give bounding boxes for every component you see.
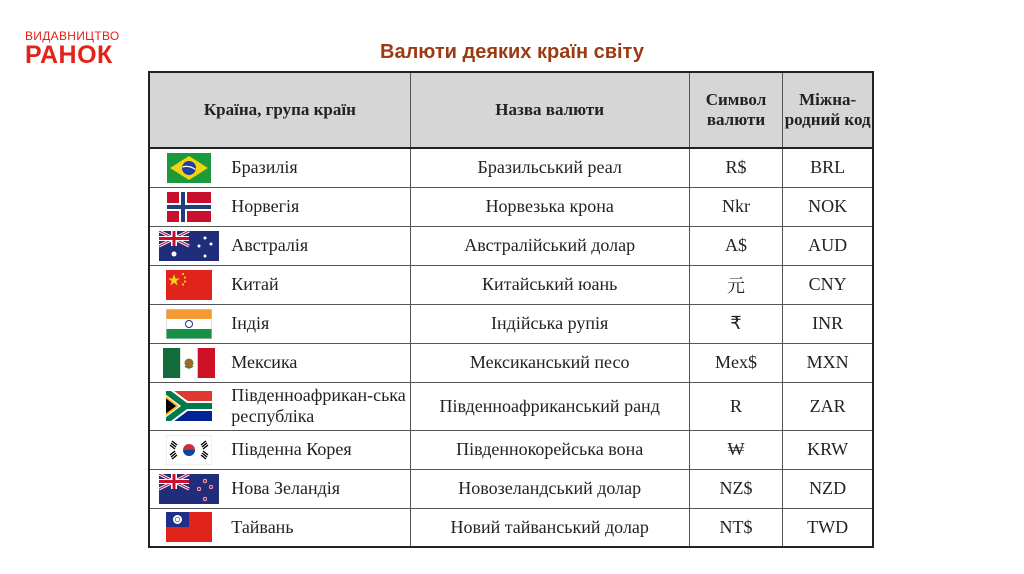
table-header-row (149, 72, 873, 148)
country-name: Південноафрикан-ська республіка (227, 382, 410, 430)
currency-symbol: NT$ (689, 508, 783, 547)
india-flag-icon (166, 309, 212, 339)
flag-cell (149, 148, 227, 187)
south-africa-flag-icon (166, 391, 212, 421)
country-name: Китай (227, 265, 410, 304)
page-title: Валюти деяких країн світу (380, 41, 644, 63)
currency-name: Новий тайванський долар (410, 508, 689, 547)
currency-name: Південнокорейська вона (410, 430, 689, 469)
table-row (149, 265, 873, 304)
currency-name: Китайський юань (410, 265, 689, 304)
currency-symbol: NZ$ (689, 469, 783, 508)
currency-name: Індійська рупія (410, 304, 689, 343)
country-name: Австралія (227, 226, 410, 265)
currency-name: Мексиканський песо (410, 343, 689, 382)
brazil-flag-icon (167, 153, 211, 183)
currency-code: MXN (783, 343, 873, 382)
table-row (149, 148, 873, 187)
currency-symbol: R (689, 382, 783, 430)
header-symbol: Символ валюти (689, 72, 783, 148)
currency-code: INR (783, 304, 873, 343)
currency-symbol: Nkr (689, 187, 783, 226)
currency-name: Норвезька крона (410, 187, 689, 226)
table-row (149, 430, 873, 469)
currency-code: KRW (783, 430, 873, 469)
flag-cell (149, 304, 227, 343)
china-flag-icon (166, 270, 212, 300)
currency-code: TWD (783, 508, 873, 547)
flag-cell (149, 469, 227, 508)
currency-name: Південноафриканський ранд (410, 382, 689, 430)
table-row (149, 469, 873, 508)
table-row (149, 382, 873, 430)
currency-name: Бразильський реал (410, 148, 689, 187)
currency-symbol: ₹ (689, 304, 783, 343)
table-row (149, 226, 873, 265)
logo-main-text: РАНОК (25, 41, 113, 69)
country-name: Індія (227, 304, 410, 343)
currency-code: NOK (783, 187, 873, 226)
table-row (149, 508, 873, 547)
flag-cell (149, 508, 227, 547)
country-name: Норвегія (227, 187, 410, 226)
australia-flag-icon (159, 231, 219, 261)
currency-name: Австралійський долар (410, 226, 689, 265)
currency-code: BRL (783, 148, 873, 187)
country-name: Нова Зеландія (227, 469, 410, 508)
flag-cell (149, 430, 227, 469)
flag-cell (149, 226, 227, 265)
norway-flag-icon (167, 192, 211, 222)
currency-symbol: R$ (689, 148, 783, 187)
currency-symbol: 元 (689, 265, 783, 304)
currency-code: CNY (783, 265, 873, 304)
new-zealand-flag-icon (159, 474, 219, 504)
taiwan-flag-icon (166, 512, 212, 542)
currency-table (148, 71, 874, 548)
logo-top-text: ВИДАВНИЦТВО (25, 29, 120, 43)
south-korea-flag-icon (166, 435, 212, 465)
currency-symbol: ₩ (689, 430, 783, 469)
table-row (149, 187, 873, 226)
currency-code: ZAR (783, 382, 873, 430)
flag-cell (149, 343, 227, 382)
currency-code: AUD (783, 226, 873, 265)
currency-name: Новозеландський долар (410, 469, 689, 508)
currency-symbol: A$ (689, 226, 783, 265)
flag-cell (149, 265, 227, 304)
table-row (149, 304, 873, 343)
country-name: Південна Корея (227, 430, 410, 469)
header-currency: Назва валюти (410, 72, 689, 148)
country-name: Мексика (227, 343, 410, 382)
header-code: Міжна-родний код (783, 72, 873, 148)
currency-symbol: Mex$ (689, 343, 783, 382)
flag-cell (149, 382, 227, 430)
country-name: Бразилія (227, 148, 410, 187)
mexico-flag-icon (163, 348, 215, 378)
header-country: Країна, група країн (149, 72, 410, 148)
table-row (149, 343, 873, 382)
currency-code: NZD (783, 469, 873, 508)
country-name: Тайвань (227, 508, 410, 547)
flag-cell (149, 187, 227, 226)
